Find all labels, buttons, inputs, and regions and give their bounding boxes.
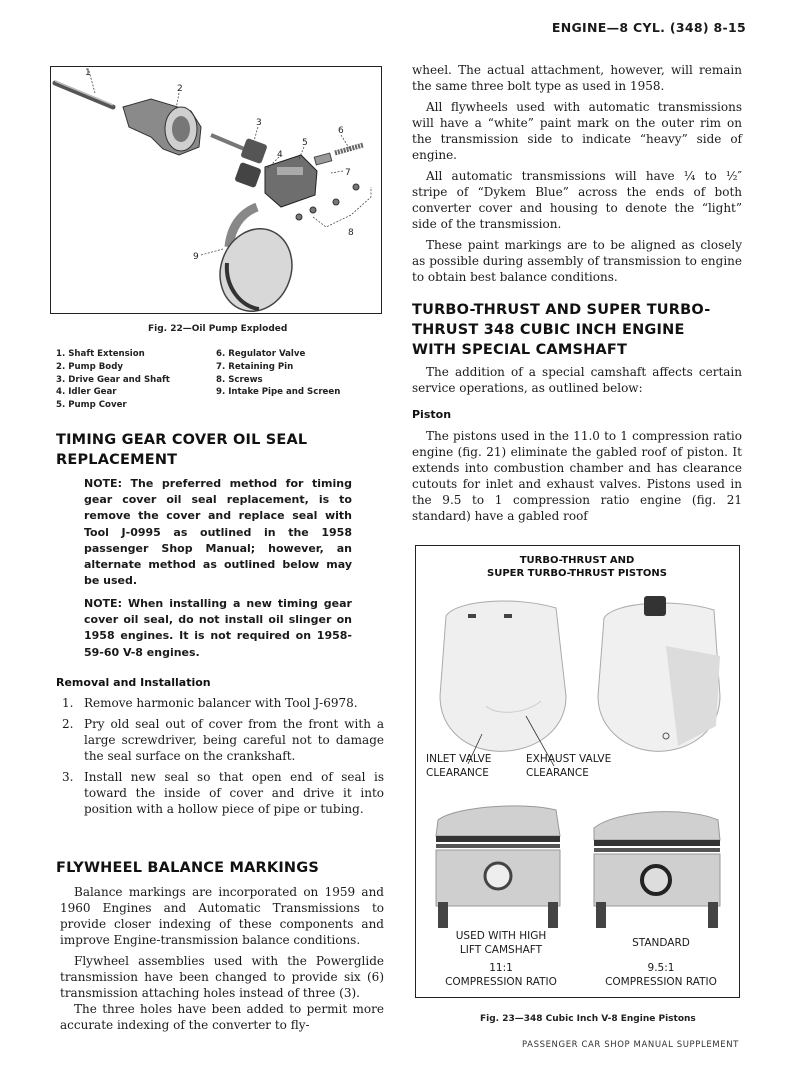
legend-item: 5. Pump Cover bbox=[56, 400, 127, 411]
figure-22-oil-pump-illustration bbox=[50, 66, 382, 314]
inlet-valve-clearance-label: INLET VALVE CLEARANCE bbox=[426, 753, 492, 779]
callout-1: 1 bbox=[85, 68, 91, 78]
paragraph: Flywheel assemblies used with the Powerglide transmission have been changed to provide six (6) transmission attaching holes instead of three (3). bbox=[60, 954, 384, 1000]
piston-side-photos bbox=[416, 792, 738, 932]
turbo-thrust-piston-top bbox=[440, 601, 566, 751]
flywheel-body bbox=[60, 884, 384, 1038]
paragraph: All automatic transmissions will have ¼ to ½″ stripe of “Dykem Blue” across the ends of both converter cover and housing to denote the “light” side of the transmission. bbox=[412, 169, 742, 231]
piston-paragraph: The pistons used in the 11.0 to 1 compression ratio engine (fig. 21) eliminate the gabled roof of piston. It extends into combustion chamber and has clearance cutouts for inlet and exhaust valves. Pistons used in the 9.5 to 1 compression ratio engine (fig. 21 standard) have a gabled roof bbox=[412, 429, 742, 523]
drive-gear-part bbox=[211, 135, 268, 188]
callout-6: 6 bbox=[338, 126, 344, 136]
paragraph: Balance markings are incorporated on 1959 and 1960 Engines and Automatic Transmissions to provide closer indexing of these components and improve Engine-transmission balance conditions. bbox=[60, 885, 384, 947]
callout-9: 9 bbox=[193, 252, 199, 262]
figure-22-caption: Fig. 22—Oil Pump Exploded bbox=[148, 324, 288, 334]
piston-subheading: Piston bbox=[412, 408, 452, 421]
step-item: 2. Pry old seal out of cover from the front with a large screwdriver, being careful not to damage the seal surface on the crankshaft. bbox=[62, 717, 384, 763]
callout-5: 5 bbox=[302, 138, 308, 148]
legend-item: 4. Idler Gear bbox=[56, 387, 117, 398]
removal-installation-subheading: Removal and Installation bbox=[56, 676, 211, 689]
timing-gear-note-2: NOTE: When installing a new timing gear cover oil seal, do not install oil slinger on 1958 engines. It is not required on 1958-59-60 V-8 engines. bbox=[84, 597, 352, 659]
pump-body-part bbox=[123, 99, 201, 155]
callout-3: 3 bbox=[256, 118, 262, 128]
legend-item: 8. Screws bbox=[216, 374, 263, 385]
paragraph: The three holes have been added to permit more accurate indexing of the converter to fly- bbox=[60, 1002, 384, 1032]
legend-item: 2. Pump Body bbox=[56, 361, 123, 372]
flywheel-heading: FLYWHEEL BALANCE MARKINGS bbox=[56, 860, 320, 876]
removal-steps bbox=[62, 695, 384, 822]
piston-tops-photo bbox=[416, 586, 738, 766]
timing-gear-heading: TIMING GEAR COVER OIL SEAL REPLACEMENT bbox=[56, 432, 308, 468]
figure-23-caption: Fig. 23—348 Cubic Inch V-8 Engine Pistons bbox=[480, 1014, 696, 1024]
oil-pump-exploded-diagram bbox=[51, 67, 381, 313]
regulator-valve-part bbox=[314, 145, 363, 165]
legend-item: 7. Retaining Pin bbox=[216, 361, 294, 372]
legend-item: 1. Shaft Extension bbox=[56, 349, 145, 359]
callout-8: 8 bbox=[348, 228, 354, 238]
paragraph: These paint markings are to be aligned as closely as possible during assembly of transmission to engine to obtain best balance conditions. bbox=[412, 238, 742, 284]
paragraph: All flywheels used with automatic transmissions will have a “white” paint mark on the outer rim on the transmission side to indicate “heavy” side of engine. bbox=[412, 100, 742, 162]
high-lift-piston-side bbox=[436, 806, 560, 928]
timing-gear-note-1: NOTE: The preferred method for timing gear cover oil seal replacement, is to remove the cover and replace seal with Tool J-0995 as outlined in the 1958 passenger Shop Manual; however, an alternate method as outlined below may be used. bbox=[84, 477, 352, 588]
page-footer: PASSENGER CAR SHOP MANUAL SUPPLEMENT bbox=[522, 1040, 739, 1050]
callout-2: 2 bbox=[177, 84, 183, 94]
figure-23-pistons-illustration bbox=[415, 545, 740, 998]
standard-piston-label: STANDARD 9.5:1 COMPRESSION RATIO bbox=[586, 936, 736, 989]
high-lift-piston-label: USED WITH HIGH LIFT CAMSHAFT 11:1 COMPRESSION RATIO bbox=[426, 929, 576, 989]
right-compression-ratio: 9.5:1 bbox=[647, 962, 675, 974]
legend-item: 6. Regulator Valve bbox=[216, 349, 306, 359]
flywheel-body-continued bbox=[412, 62, 742, 290]
step-item: 1. Remove harmonic balancer with Tool J-6978. bbox=[62, 696, 358, 710]
callout-4: 4 bbox=[277, 150, 283, 160]
legend-item: 3. Drive Gear and Shaft bbox=[56, 374, 170, 385]
figure-23-title: TURBO-THRUST AND SUPER TURBO-THRUST PISTONS bbox=[487, 555, 667, 579]
callout-7: 7 bbox=[345, 168, 351, 178]
turbo-thrust-intro: The addition of a special camshaft affects certain service operations, as outlined below: bbox=[412, 365, 742, 395]
turbo-thrust-heading: TURBO-THRUST AND SUPER TURBO- THRUST 348 CUBIC INCH ENGINE WITH SPECIAL CAMSHAFT bbox=[412, 302, 711, 358]
paragraph: wheel. The actual attachment, however, will remain the same three bolt type as used in 1958. bbox=[412, 63, 742, 93]
left-compression-ratio: 11:1 bbox=[489, 962, 513, 974]
legend-item: 9. Intake Pipe and Screen bbox=[216, 387, 341, 398]
shaft-extension-part bbox=[55, 81, 113, 107]
step-item: 3. Install new seal so that open end of seal is toward the inside of cover and drive it into position with a hollow piece of pipe or tubing. bbox=[62, 770, 384, 816]
standard-piston-side bbox=[594, 812, 720, 928]
running-head: ENGINE—8 CYL. (348) 8-15 bbox=[551, 20, 746, 35]
super-turbo-thrust-piston-top bbox=[598, 596, 720, 751]
exhaust-valve-clearance-label: EXHAUST VALVE CLEARANCE bbox=[526, 753, 612, 779]
intake-pipe-screen-part bbox=[209, 207, 304, 313]
